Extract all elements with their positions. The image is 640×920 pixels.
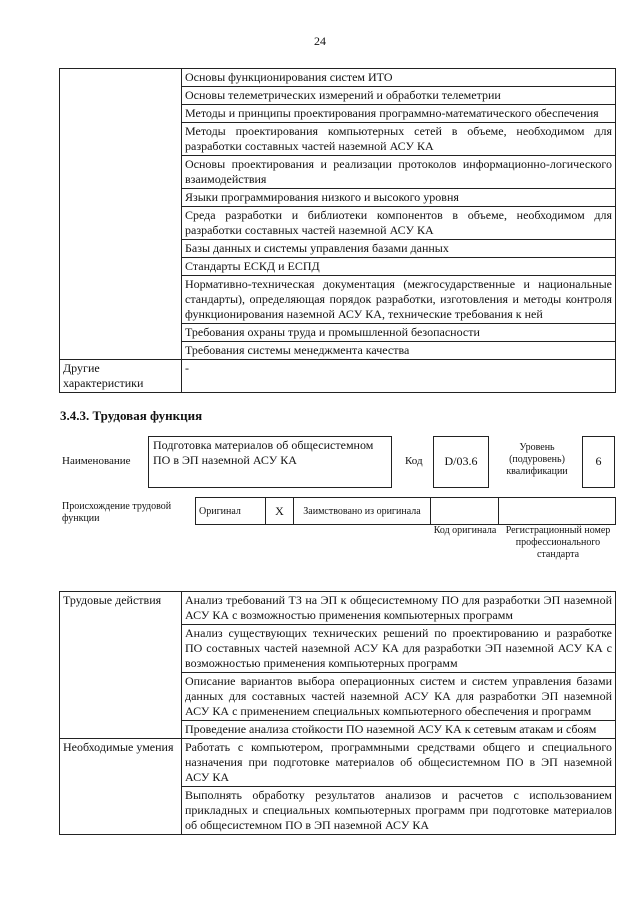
knowledge-item: Стандарты ЕСКД и ЕСПД bbox=[182, 258, 616, 276]
knowledge-item: Требования системы менеджмента качества bbox=[182, 342, 616, 360]
name-label: Наименование bbox=[62, 455, 131, 467]
code-value: D/03.6 bbox=[444, 454, 478, 468]
labor-action-item: Анализ требований ТЗ на ЭП к общесистемному ПО для разработки ЭП наземной АСУ КА с возможностью применения компьютерных программ bbox=[182, 592, 616, 625]
knowledge-item: Основы проектирования и реализации протоколов информационно-логического взаимодействия bbox=[182, 156, 616, 189]
level-value: 6 bbox=[595, 454, 602, 468]
function-name-value: Подготовка материалов об общесистемном ПО в ЭП наземной АСУ КА bbox=[153, 438, 374, 467]
origin-code-cell bbox=[431, 498, 499, 525]
page-number: 24 bbox=[314, 34, 326, 48]
section-title: 3.4.3. Трудовая функция bbox=[60, 408, 203, 423]
original-mark: X bbox=[266, 498, 294, 525]
skill-item: Выполнять обработку результатов анализов и расчетов с использованием прикладных и специальных компьютерных программ при подготовке материалов об общесистемном ПО в ЭП наземной АСУ КА bbox=[182, 787, 616, 835]
labor-actions-label: Трудовые действия bbox=[60, 592, 182, 739]
level-label: Уровень (подуровень) квалификации bbox=[506, 442, 568, 477]
knowledge-item: Методы и принципы проектирования программно-математического обеспечения bbox=[182, 105, 616, 123]
borrowed-label: Заимствовано из оригинала bbox=[294, 498, 431, 525]
origin-table bbox=[195, 497, 616, 525]
other-characteristics-label: Другие характеристики bbox=[60, 360, 182, 393]
code-caption: Код оригинала bbox=[433, 525, 497, 536]
reg-caption: Регистрационный номер профессионального стандарта bbox=[505, 525, 611, 560]
function-name-box bbox=[148, 436, 392, 488]
knowledge-table bbox=[59, 68, 616, 393]
code-box bbox=[433, 436, 489, 488]
code-label: Код bbox=[405, 455, 423, 467]
knowledge-label-cell bbox=[60, 69, 182, 360]
level-box bbox=[582, 436, 615, 488]
labor-action-item: Проведение анализа стойкости ПО наземной АСУ КА к сетевым атакам и сбоям bbox=[182, 721, 616, 739]
labor-action-item: Анализ существующих технических решений по проектированию и разработке ПО составных частей наземной АСУ КА для разработки ЭП наземной АСУ КА с возможностью применения компьютерных программ bbox=[182, 625, 616, 673]
required-skills-label: Необходимые умения bbox=[60, 739, 182, 835]
knowledge-item: Основы телеметрических измерений и обработки телеметрии bbox=[182, 87, 616, 105]
actions-skills-table bbox=[59, 591, 616, 835]
labor-action-item: Описание вариантов выбора операционных систем и систем управления базами данных для составных частей наземной АСУ КА для разработки ЭП наземной АСУ КА с применением специальных компьютерного обеспечения и программ bbox=[182, 673, 616, 721]
knowledge-item: Методы проектирования компьютерных сетей в объеме, необходимом для разработки составных частей наземной АСУ КА bbox=[182, 123, 616, 156]
origin-reg-cell bbox=[499, 498, 616, 525]
other-characteristics-value: - bbox=[182, 360, 616, 393]
knowledge-item: Базы данных и системы управления базами данных bbox=[182, 240, 616, 258]
skill-item: Работать с компьютером, программными средствами общего и специального назначения при подготовке материалов об общесистемном ПО в ЭП наземной АСУ КА bbox=[182, 739, 616, 787]
knowledge-item: Языки программирования низкого и высокого уровня bbox=[182, 189, 616, 207]
origin-label: Происхождение трудовой функции bbox=[62, 501, 172, 524]
knowledge-item: Среда разработки и библиотеки компонентов в объеме, необходимом для разработки составных частей наземной АСУ КА bbox=[182, 207, 616, 240]
knowledge-item: Нормативно-техническая документация (межгосударственные и национальные стандарты), определяющая порядок разработки, изготовления и методы контроля функционирования наземной АСУ КА, технические требования к ней bbox=[182, 276, 616, 324]
knowledge-item: Требования охраны труда и промышленной безопасности bbox=[182, 324, 616, 342]
original-label: Оригинал bbox=[196, 498, 266, 525]
knowledge-item: Основы функционирования систем ИТО bbox=[182, 69, 616, 87]
